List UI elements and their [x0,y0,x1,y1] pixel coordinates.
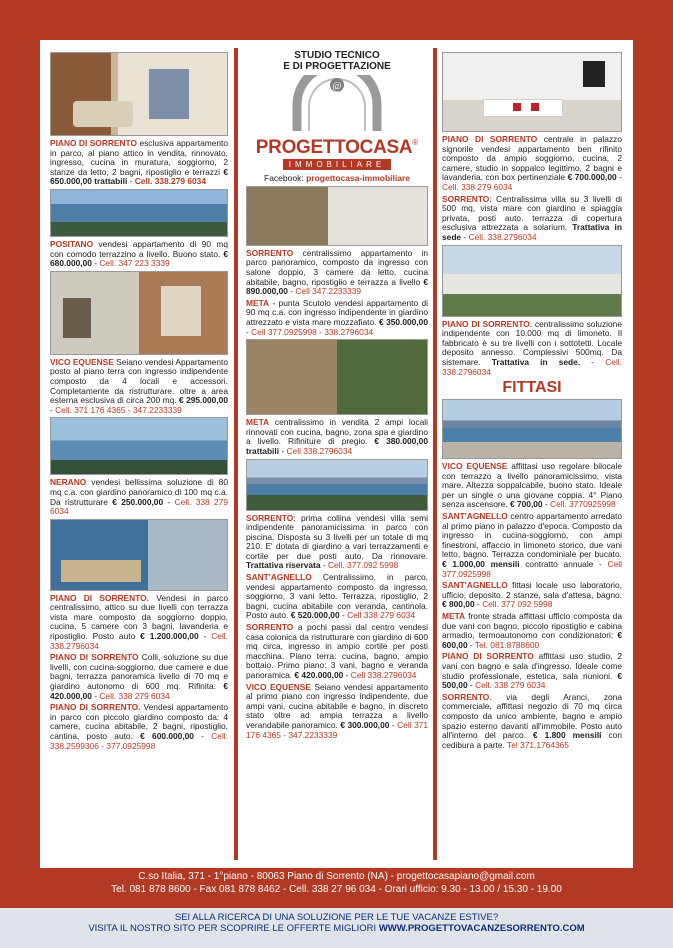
listing-location: PIANO DI SORRENTO [50,138,138,148]
listing-phone: Cell. 338 279 6034 [475,680,546,691]
promo-website-link[interactable]: WWW.PROGETTOVACANZESORRENTO.COM [378,923,585,934]
listing-phone: Cell. 338 279 6034 [99,690,170,701]
listing-location: SANT'AGNELLO [442,511,508,522]
photo-living-room [50,519,228,591]
listing [50,703,228,751]
listing-location: VICO EQUENSE [442,461,508,472]
listing [50,139,228,187]
listing-location: NERANO [50,477,87,488]
listing-sep: - [320,560,328,571]
listing [50,478,228,516]
listing-text: centralissimo appartamento in parco panoramico, composto da ingresso con salone doppio, 3 camere da letto, cucina abitabile, bagno, ripostiglio e terrazza a livello [246,247,428,287]
photo-villa-facade [442,245,622,317]
listing-text: : prima collina vendesi villa semi indipendente panoramicissima in parco con piscina. Disposta su 3 livelli per un totale di mq 210. E' dotata di giardino a vari terrazzamenti e cortile per due posti auto. Da rinnovare. [246,512,428,561]
footer-address: C.so Italia, 371 - 1°piano - 80063 Piano di Sorrento (NA) - progettocasapiano@gmail.com [138,871,535,882]
photo-house-exterior [50,271,228,355]
listing-price: € 300.000,00 [340,719,390,730]
listing [442,693,622,751]
listing-location: SORRENTO [442,193,490,204]
listing [50,594,228,652]
listing-sep: - [50,404,56,415]
listing-price: € 295.000,00 [179,395,228,406]
listing-location: SORRENTO [442,691,490,702]
listing-phone: Cell 338.2796034 [286,445,353,456]
listing-price: € 1.000,00 mensili [442,559,520,570]
listing [246,249,428,297]
listing-location: VICO EQUENSE [50,356,114,367]
listing-sep: - [467,680,476,691]
listing-text: . via degli Aranci, zona commerciale, affittasi negozio di 70 mq circa composto da unico ambiente, bagno e ampio spazio esterno davanti all'immobile. Posto auto all'interno del parco. [442,691,622,741]
listing-location: SORRENTO [246,512,294,523]
listing-location: PIANO DI SORRENTO [442,134,538,144]
listing-phone: Cell. 338.2796034 [468,231,537,242]
contact-footer [40,868,633,908]
listing [246,418,428,456]
listing-price: € 1.800 mensili [533,730,602,741]
listing [246,683,428,741]
listing-price: € 890.000,00 [246,276,428,297]
listing-text: centrale in palazzo signorile vendesi appartamento ben rifinito composto da ampio soggiorno, cucina, 2 camere, studio in soppalco legittimo, 2 bagni e lavanderia. con box pertinenziale [442,134,622,183]
listing-text: Colli, soluzione su due livelli, con cucina-soggiorno, due camere e due bagni, terrazza panoramica livello di 70 mq e giardino autonomo di 600 mq. Rifinita. [50,652,228,692]
listing [442,462,622,510]
listing-phone: Cell 338.2796034 [350,670,417,680]
facebook-prefix: Facebook: [264,173,304,184]
listing-sep: con cedibura a parte. [442,730,622,750]
listing-phone: Cell 377.0925998 - 338.2796034 [251,326,374,337]
listing-text: : Centralissima villa su 3 livelli di 500 mq, vista mare con giardino e spiaggia privata, posti auto. terrazza di copertura esclusiva attrezzata a solarium. [442,193,622,233]
listing-location: PIANO DI SORRENTO [442,651,534,662]
brand-row [246,138,428,158]
company-logo [246,50,428,184]
listing-price: € 350.000,00 [378,316,428,327]
listing-location: SORRENTO [246,622,294,633]
listing-text: fronte strada affittasi ufficio composta da due vani con bagno, piccolo ripostiglio e cabina armadio, termoautonomo con condizionatori; [442,611,622,641]
promo-question: SEI ALLA RICERCA DI UNA SOLUZIONE PER LE TUE VACANZE ESTIVE? [174,912,499,923]
brand-subtitle: IMMOBILIARE [283,159,391,171]
column-divider [433,48,437,860]
promo-banner [0,908,673,948]
listing-price: € 600,00 [442,630,622,650]
listing [246,573,428,621]
listing-location: SANT'AGNELLO [246,572,312,583]
photo-bay-panorama [246,459,428,511]
listing-sep: - [246,326,252,337]
listing-text: Vendesi in parco centralissimo, attico su due livelli con terrazza vista mare composto da soggiorno doppio, cucina, 5 camere con 3 bagni, lavanderia e ripostiglio. Posto auto [50,592,228,642]
listing-text: Seiano vendesi appartamento al primo piano con ingresso indipendente, due ampi vani, cucina abitabile e bagno, in discreto stato oltre ad ampia terrazza a livello verandabile panoramico. [246,681,428,730]
listing-price: € 380.000,00 trattabili [246,436,428,456]
listing-text: vendesi appartamento di 90 mq con comodo terrazzino a livello. Buono stato. [50,238,228,259]
listing [246,514,428,572]
promo-text: VISITA IL NOSTRO SITO PER SCOPRIRE LE OFFERTE MIGLIORI [88,923,379,934]
listing [442,320,622,378]
listing [50,358,228,416]
listing-sep: - [163,496,175,507]
listing-sep: - [91,258,100,269]
listing-text: - punta Scutolo vendesi appartamento di 90 mq c.a. con ingresso indipendente in giardino attrezzato e vista mare mozzafiato. [246,297,428,327]
listing-phone: Cell. 3770925998 [550,499,616,510]
svg-text:@: @ [332,81,342,92]
listing-price: € 700.000,00 [567,172,617,183]
listing-sep: - [339,610,348,621]
listing [246,623,428,681]
photo-terrace-sea-view [442,399,622,459]
arch-emblem-icon [291,75,383,133]
listing-price: Trattativa in sede. [491,356,581,367]
listing-location: PIANO DI SORRENTO. [442,318,533,329]
listing-page [40,40,633,908]
listing-location: META [442,611,466,621]
listing-sep: - [580,356,606,367]
listing-price: Trattativa riservata [246,560,321,571]
photo-white-living-room [442,52,622,132]
listing-sep: - [467,639,475,650]
listing-text: a pochi passi dal centro vendesi casa colonica da ristrutturare con giardino di 600 mq circa, ingresso in ampio cortile per posti macchina. Piano terra: cucina, bagno, ampio bottaio. Primo piano: 3 vani, bagno e veranda panoramica. [246,622,428,680]
listing-phone: Tel. 081.8788600 [474,639,540,650]
listing-location: PIANO DI SORRENTO [50,652,139,663]
photo-interior-bedroom [50,52,228,136]
listing [442,581,622,610]
listing [442,612,622,650]
listing-text: Vendesi appartamento in parco con piccolo giardino composto da: 4 camere, cucina abitabile, 2 bagni, ripostiglio, cantina, posto auto. [50,702,228,741]
listing-text: fittasi locale uso laboratorio, ufficio, deposito. 2 stanze, sala d'attesa, bagno. [442,580,622,600]
listing-sep: - [616,172,623,183]
listing-sep: - [127,176,135,187]
listing-sep: - [279,445,287,456]
listing-location: META [246,417,270,428]
listing-price: € 1.200.000,00 [140,631,199,642]
listing-price: € 520.000,00 [290,610,340,621]
listing-location: META [246,297,270,308]
listing-price: € 250.000,00 [112,496,164,507]
listing-text: affittasi uso regolare bilocale con terrazzo a livello panoramicissimo, vista mare. Altezza soppalcabile, buono stato. Ideale per un single o una giovane coppia. 4° Piano senza ascensore. [442,461,622,510]
listing-sep: - [542,499,551,510]
listing-phone: Cell. 371 176 4365 - 347.2233339 [55,404,182,415]
listing [50,653,228,701]
listing-text: esclusiva appartamento in parco, al piano attico in vendita, rinnovato, ingresso, cucina in muratura, soggiorno, 2 stanze da letto, 2 bagni, ripostiglio e terrazzi [50,138,228,177]
listing-phone: Cell 377.0925998 [442,559,622,579]
column-1 [50,50,228,753]
listing-phone: Cell. 338 279 6034 [442,181,513,192]
brand-name: PROGETTOCASA [255,136,413,158]
listing-phone: Cell. 377.092 5998 [327,560,399,571]
listing-text: Seiano vendesi Appartamento posto al piano terra con ingresso indipendente composto da 4 locali e accessori. Completamente da ristrutturare. oltre a area esterna esclusiva di circa 200 mq. [50,356,228,406]
listing-phone: Cell. 338.2796034 [50,631,228,651]
listing-sep: - [198,631,212,642]
listing-text: centralissimo in vendita 2 ampi locali rinnovati con cucina, bagno, zona spa e giardino a livello. Rifiniture di pregio. [246,417,428,447]
listing-price: Trattativa in sede [442,222,622,242]
column-3 [442,50,622,752]
logo-line-1: STUDIO TECNICO [294,50,380,61]
listing-price: € 500,00 [442,670,622,691]
photo-sea-view-nerano [50,417,228,475]
listing [246,299,428,337]
listing [50,240,228,269]
listing-phone: Cell. 347 223 3339 [99,258,170,269]
photo-coast-positano [50,189,228,237]
listing-price: € 420.000,00 [50,681,228,701]
listing-location: PIANO DI SORRENTO. [50,702,141,713]
listing-location: SANT'AGNELLO [442,580,508,591]
listing-phone: Cell. 338.279 6034 [134,176,206,187]
listing-location: POSITANO [50,238,94,249]
listing-location: PIANO DI SORRENTO. [50,592,150,603]
listing-sep: - [474,599,483,610]
facebook-line [246,174,428,184]
listing-location: SORRENTO [246,247,294,258]
listing-text: affittasi uso studio, 2 vani con bagno e sala d'ingresso. Ideale come studio professionale, estetica, sala riunioni. [442,651,622,681]
promo-line [0,923,673,934]
listing-sep: - [287,286,296,297]
listing-sep: contratto annuale - [519,559,608,570]
footer-phones: Tel. 081 878 8600 - Fax 081 878 8462 - Cell. 338 27 96 034 - Orari ufficio: 9.30 - 13.00 / 15.30 - 19.00 [111,884,562,895]
column-2 [246,50,428,742]
listing-price: € 420.000,00 [294,670,344,680]
listing-phone: Cell. 377 092 5998 [482,599,553,610]
listing-phone: Cell 338 279 6034 [347,610,416,621]
photo-spa-garden [246,339,428,415]
listing-text: vendesi bellissima soluzione di 80 mq c.a. con giardino panoramico di 100 mq c.a. Da ristrutturare [50,477,228,507]
listing-price: € 680.000,00 [50,248,228,269]
listing-phone: Cell 347.2233339 [295,286,362,297]
listing-sep: - [91,690,100,701]
listing-sep: - [389,719,398,730]
facebook-handle: progettocasa-immobiliare [306,173,410,184]
listing-price: € 700,00 [509,499,543,510]
listing-price: € 800,00 [442,599,475,610]
listing-phone: Cell. 338 279 6034 [50,496,228,517]
listing-phone: Cell 371 176 4365 - 347.2233339 [246,719,428,740]
listing-sep: - [193,731,212,741]
listing [442,652,622,690]
registered-mark: ® [412,137,419,147]
listing-text: centro appartamento arredato al primo piano in palazzo d'epoca. Composto da ingresso in cucina-soggiorno, con ampi finestroni, affaccio in limoneto storico, due vani letto, bagno. Terrazza condominiale per bucato. [442,511,622,560]
photo-corridor [246,186,428,246]
section-title-fittasi: FITTASI [502,379,562,397]
listing-text: Centralissimo, in parco, vendesi appartamento composto da ingresso, soggiorno, 3 vani letto. Terrazza, ripostiglio, 2 bagni, cucina abitabile con veranda, cantinola. Posto auto. [246,572,428,621]
listing-price: € 650.000,00 trattabili [50,166,228,187]
logo-line-2: E DI PROGETTAZIONE [283,61,391,72]
listing-phone: Cell. 338.2796034 [442,356,622,377]
column-divider [234,48,238,860]
listing-price: € 600.000,00 [140,731,194,741]
listing-phone: Cell. 338.2599306 - 377.0925998 [50,731,228,751]
listing [442,135,622,193]
listing-sep: - [343,670,351,680]
listing-phone: Tel 371.1764365 [507,739,569,750]
listing [442,512,622,579]
listing-text: centralissimo soluzione indipendente con 10.000 mq di limoneto. Il fabbricato è su tre livelli con i sottotetti. Locale deposito annesso. Complessivi 500mq. Da sistemare. [442,318,622,367]
listing [442,195,622,243]
listing-location: VICO EQUENSE [246,681,311,692]
listing-sep: - [461,231,469,242]
